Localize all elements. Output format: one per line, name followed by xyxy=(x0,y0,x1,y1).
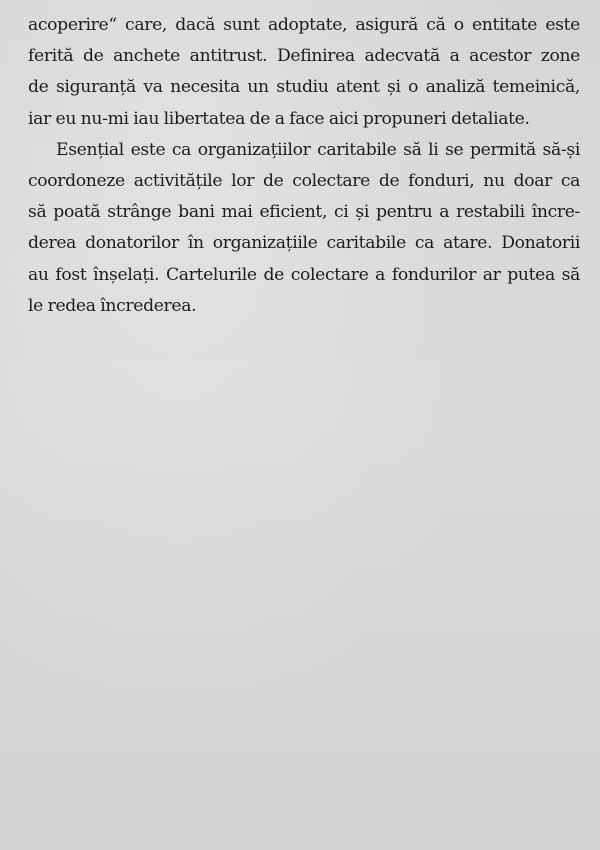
text-line: de siguranță va necesita un studiu atent și o analiză temeinică, xyxy=(28,77,580,98)
text-line: Esențial este ca organizațiilor caritabile să li se permită să-și xyxy=(56,139,580,160)
text-line: să poată strânge bani mai eficient, ci și pentru a restabili încre- xyxy=(28,202,580,223)
body-text xyxy=(28,10,580,322)
paragraph-2 xyxy=(28,135,580,322)
text-line: coordoneze activitățile lor de colectare de fonduri, nu doar ca xyxy=(28,170,580,191)
text-line: acoperire“ care, dacă sunt adoptate, asigură că o entitate este xyxy=(28,15,580,35)
paragraph-1 xyxy=(28,10,580,135)
text-line: le redea încrederea. xyxy=(28,295,197,316)
text-line: au fost înșelați. Cartelurile de colectare a fondurilor ar putea să xyxy=(28,264,580,285)
text-line: iar eu nu-mi iau libertatea de a face aici propuneri detaliate. xyxy=(28,108,530,129)
text-line: ferită de anchete antitrust. Definirea adecvată a acestor zone xyxy=(28,46,580,67)
text-line: derea donatorilor în organizațiile caritabile ca atare. Donatorii xyxy=(28,233,580,254)
